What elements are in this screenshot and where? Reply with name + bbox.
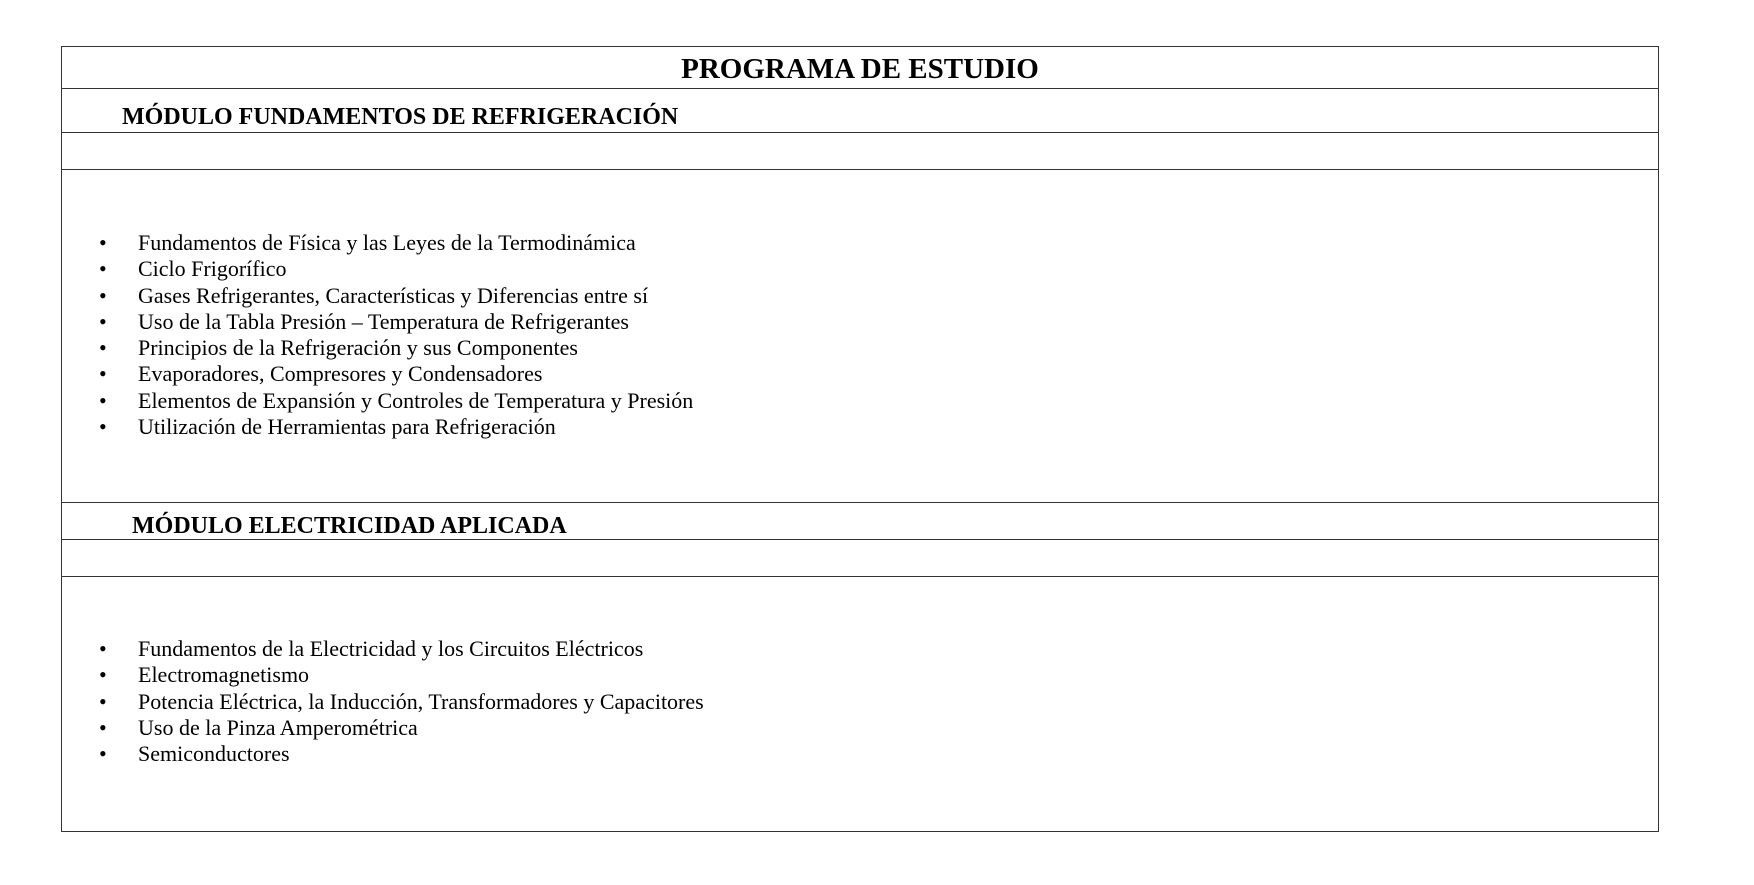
module-topics-row (62, 170, 1658, 503)
bullet-icon: • (99, 308, 107, 334)
document-title-row (62, 47, 1658, 89)
list-item: • Potencia Eléctrica, la Inducción, Transformadores y Capacitores (99, 688, 704, 714)
bullet-icon: • (99, 361, 107, 387)
topic-list-refrigeracion (99, 230, 693, 440)
list-item: • Uso de la Tabla Presión – Temperatura de Refrigerantes (99, 308, 629, 334)
blank-row (62, 133, 1658, 170)
module-heading-refrigeracion: MÓDULO FUNDAMENTOS DE REFRIGERACIÓN (122, 104, 679, 130)
bullet-icon: • (99, 387, 107, 413)
module-heading-electricidad: MÓDULO ELECTRICIDAD APLICADA (132, 513, 567, 539)
bullet-icon: • (99, 636, 107, 661)
document-title: PROGRAMA DE ESTUDIO (681, 53, 1039, 85)
bullet-icon: • (99, 282, 107, 308)
blank-row (62, 540, 1658, 577)
list-item: • Elementos de Expansión y Controles de Temperatura y Presión (99, 387, 694, 413)
list-item: • Gases Refrigerantes, Características y Diferencias entre sí (99, 282, 649, 308)
list-item: • Fundamentos de Física y las Leyes de la Termodinámica (99, 230, 636, 255)
list-item: • Ciclo Frigorífico (99, 256, 287, 282)
list-item: • Electromagnetismo (99, 662, 310, 688)
module-heading-row (62, 89, 1658, 133)
module-heading-row (62, 503, 1658, 540)
bullet-icon: • (99, 662, 107, 688)
list-item: • Semiconductores (99, 741, 290, 767)
bullet-icon: • (99, 230, 107, 255)
list-item: • Fundamentos de la Electricidad y los Circuitos Eléctricos (99, 636, 644, 661)
list-item: • Utilización de Herramientas para Refrigeración (99, 414, 556, 440)
list-item: • Principios de la Refrigeración y sus Componentes (99, 335, 578, 361)
program-table (61, 46, 1659, 832)
bullet-icon: • (99, 688, 107, 714)
module-topics-row (62, 577, 1658, 831)
bullet-icon: • (99, 414, 107, 440)
list-item: • Evaporadores, Compresores y Condensadores (99, 361, 543, 387)
bullet-icon: • (99, 741, 107, 767)
bullet-icon: • (99, 256, 107, 282)
list-item: • Uso de la Pinza Amperométrica (99, 714, 418, 740)
bullet-icon: • (99, 714, 107, 740)
bullet-icon: • (99, 335, 107, 361)
topic-list-electricidad (99, 636, 704, 767)
